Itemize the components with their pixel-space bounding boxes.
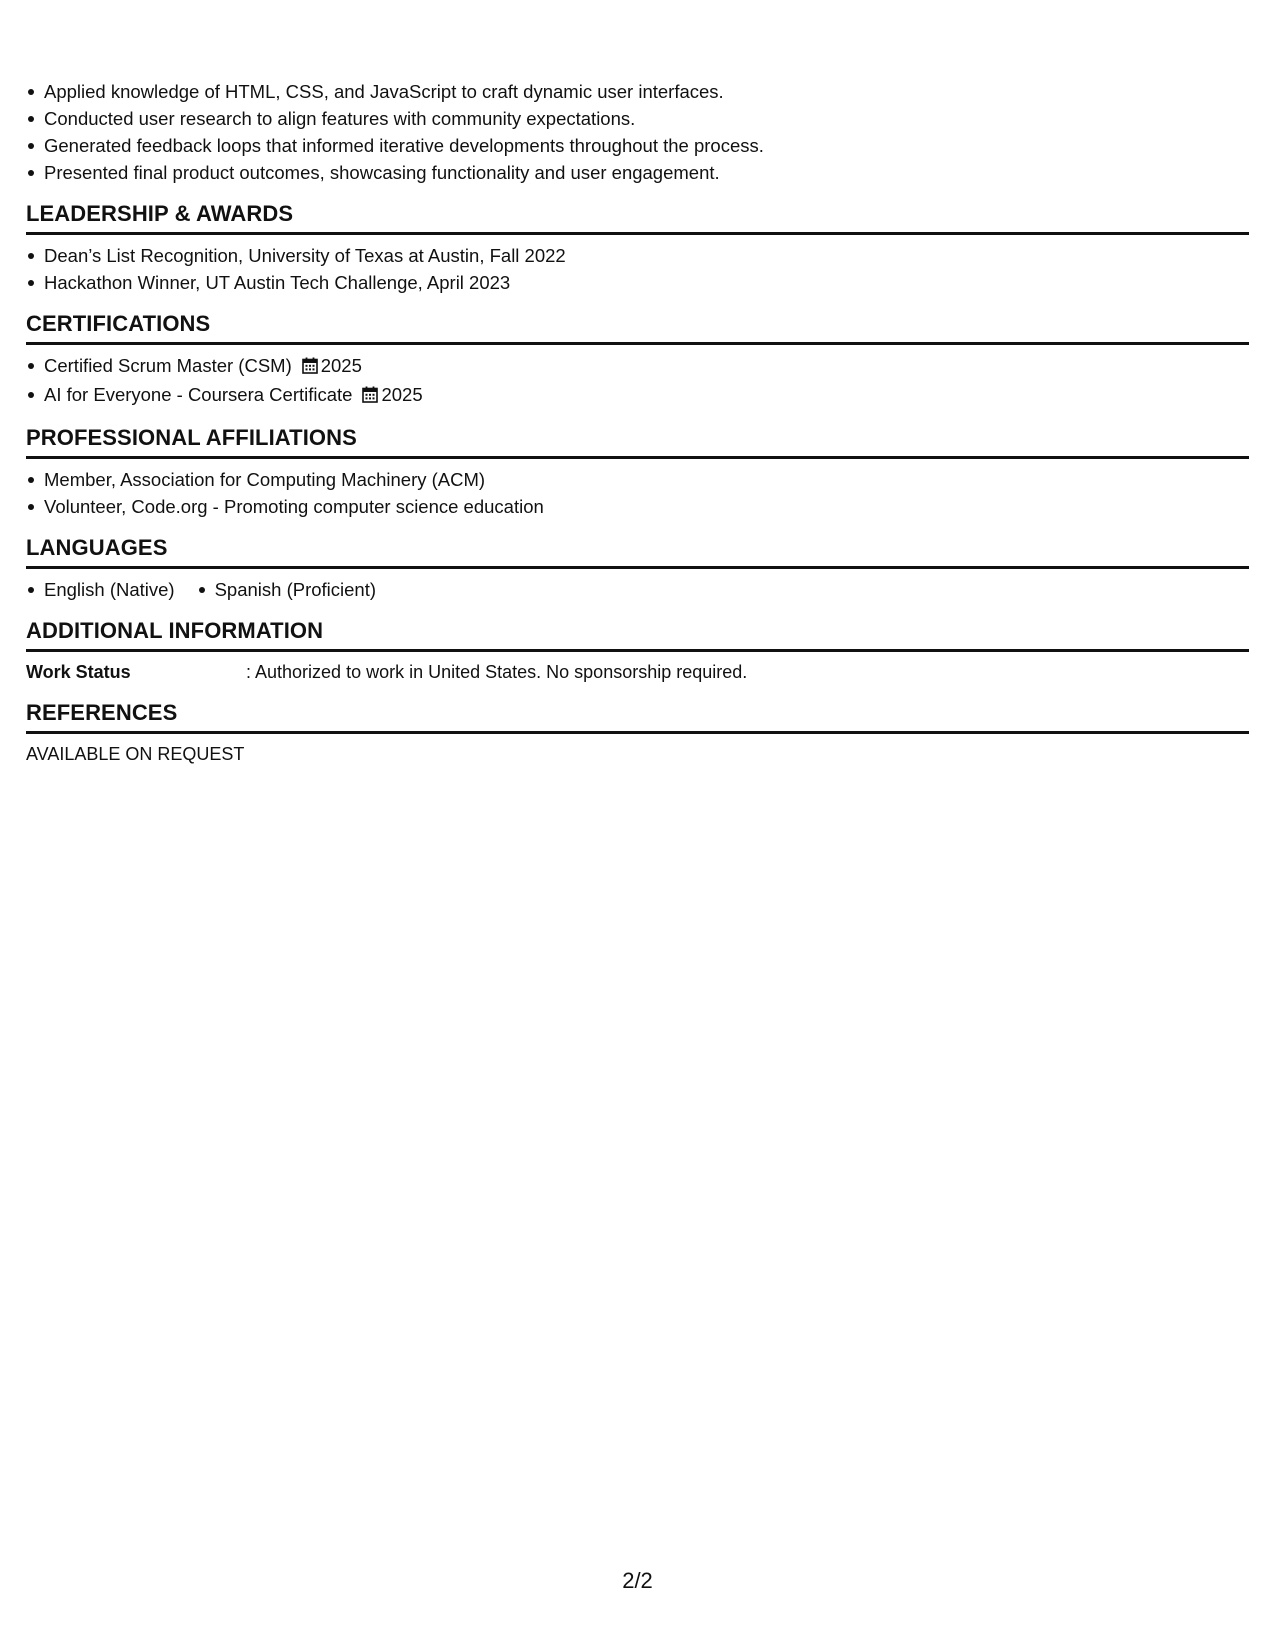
affiliation-text: Member, Association for Computing Machinery (ACM) [44, 469, 486, 490]
references-text: AVAILABLE ON REQUEST [26, 744, 245, 764]
section-title: LEADERSHIP & AWARDS [26, 200, 1249, 235]
experience-bullet-list [26, 78, 1249, 186]
bullet-icon [28, 116, 34, 122]
section-title: REFERENCES [26, 699, 1249, 734]
leadership-section [26, 200, 1249, 296]
page-number: 2/2 [622, 1568, 653, 1593]
affiliations-list [26, 466, 1249, 520]
list-item [197, 576, 376, 603]
bullet-text: Applied knowledge of HTML, CSS, and JavaScript to craft dynamic user interfaces. [44, 81, 724, 102]
bullet-icon [199, 587, 205, 593]
list-item [26, 105, 1249, 132]
bullet-icon [28, 89, 34, 95]
certification-name: AI for Everyone - Coursera Certificate [44, 384, 353, 405]
list-item [26, 493, 1249, 520]
list-item [26, 78, 1249, 105]
leadership-list [26, 242, 1249, 296]
bullet-icon [28, 363, 34, 369]
list-item [26, 576, 175, 603]
bullet-icon [28, 170, 34, 176]
list-item [26, 466, 1249, 493]
calendar-icon [302, 354, 318, 381]
certification-year: 2025 [381, 384, 423, 405]
bullet-icon [28, 280, 34, 286]
language-text: English (Native) [44, 579, 175, 600]
bullet-icon [28, 392, 34, 398]
bullet-text: Generated feedback loops that informed iterative developments throughout the process. [44, 135, 764, 156]
calendar-icon [362, 383, 378, 410]
affiliations-section [26, 424, 1249, 520]
bullet-icon [28, 587, 34, 593]
list-item [26, 132, 1249, 159]
section-title: ADDITIONAL INFORMATION [26, 617, 1249, 652]
award-text: Dean’s List Recognition, University of Texas at Austin, Fall 2022 [44, 245, 566, 266]
certifications-list [26, 352, 1249, 410]
bullet-text: Presented final product outcomes, showcasing functionality and user engagement. [44, 162, 720, 183]
certifications-section [26, 310, 1249, 410]
language-text: Spanish (Proficient) [214, 579, 377, 600]
certification-name: Certified Scrum Master (CSM) [44, 355, 292, 376]
list-item [26, 159, 1249, 186]
bullet-icon [28, 143, 34, 149]
certification-year: 2025 [320, 355, 362, 376]
references-section [26, 699, 1249, 767]
section-title: CERTIFICATIONS [26, 310, 1249, 345]
languages-list [26, 576, 1249, 603]
list-item [26, 381, 1249, 410]
languages-section [26, 534, 1249, 603]
list-item [26, 352, 1249, 381]
affiliation-text: Volunteer, Code.org - Promoting computer science education [44, 496, 544, 517]
bullet-icon [28, 253, 34, 259]
work-status-value: : Authorized to work in United States. No sponsorship required. [246, 662, 748, 682]
award-text: Hackathon Winner, UT Austin Tech Challenge, April 2023 [44, 272, 511, 293]
bullet-icon [28, 477, 34, 483]
work-status-label: Work Status [26, 662, 131, 682]
section-title: LANGUAGES [26, 534, 1249, 569]
section-title: PROFESSIONAL AFFILIATIONS [26, 424, 1249, 459]
list-item [26, 269, 1249, 296]
bullet-text: Conducted user research to align features with community expectations. [44, 108, 636, 129]
bullet-icon [28, 504, 34, 510]
resume-page [26, 78, 1249, 767]
list-item [26, 242, 1249, 269]
work-status-row [26, 659, 1249, 685]
additional-info-section [26, 617, 1249, 685]
